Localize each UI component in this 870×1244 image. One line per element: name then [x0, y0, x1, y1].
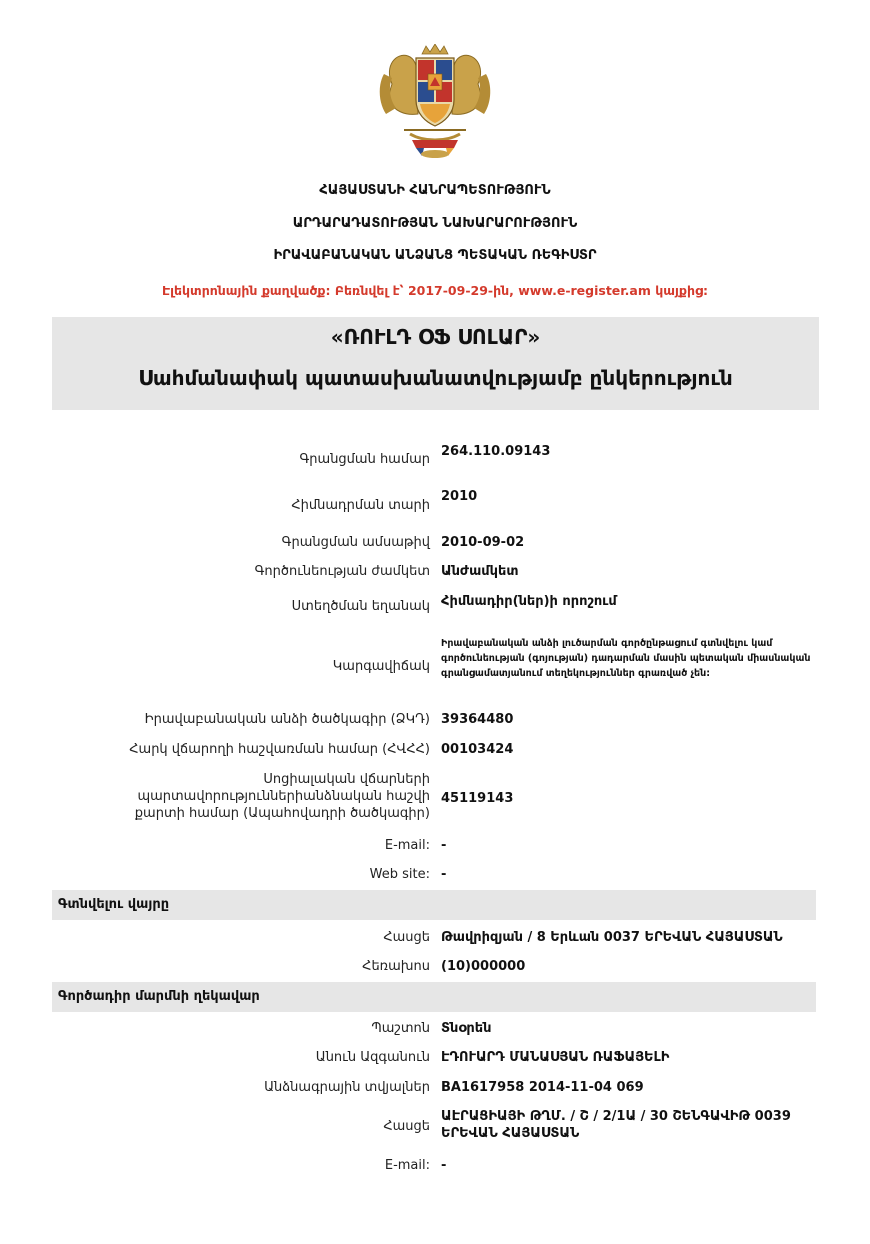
executive-value: ԱԷՐԱՑԻԱՅԻ ԹՂՄ. / Շ / 2/1Ա / 30 ՇԵՆԳԱՎԻԹ 0039 ԵՐԵՎԱՆ ՀԱՅԱՍՏԱՆ	[441, 1109, 791, 1141]
detail-value: Անժամկետ	[441, 564, 519, 579]
executive-label: Անձնագրային տվյալներ	[264, 1080, 430, 1095]
executive-value: Տնօրեն	[441, 1021, 492, 1036]
detail-label: Սոցիալական վճարների պարտավորություններիանձնական հաշվի քարտի համար (Ապահովադրի ծածկագիր)	[134, 772, 430, 821]
detail-label: Գրանցման ամսաթիվ	[281, 535, 430, 550]
detail-value: 00103424	[441, 742, 514, 757]
executive-label: Անուն Ազգանուն	[315, 1050, 430, 1065]
ministry-title: ԱՐԴԱՐԱԴԱՏՈՒԹՅԱՆ ՆԱԽԱՐԱՐՈՒԹՅՈՒՆ	[292, 216, 578, 231]
detail-value: 45119143	[441, 791, 514, 806]
detail-label: Հիմնադրման տարի	[291, 498, 430, 513]
detail-label: Գործունեության ժամկետ	[254, 564, 430, 579]
detail-label: Web site:	[369, 867, 430, 882]
executive-label: Պաշտոն	[371, 1021, 430, 1036]
executive-value: BA1617958 2014-11-04 069	[441, 1080, 644, 1095]
detail-value: 39364480	[441, 712, 514, 727]
detail-label: Հարկ վճարողի հաշվառման համար (ՀՎՀՀ)	[129, 742, 430, 757]
country-title: ՀԱՅԱՍՏԱՆԻ ՀԱՆՐԱՊԵՏՈՒԹՅՈՒՆ	[319, 183, 551, 198]
executive-label: E-mail:	[384, 1158, 430, 1173]
company-type: Սահմանափակ պատասխանատվությամբ ընկերություն	[138, 366, 733, 390]
detail-value: 2010	[441, 489, 478, 504]
executive-section-header: Գործադիր մարմնի ղեկավար	[52, 982, 816, 1012]
detail-label: Գրանցման համար	[299, 452, 430, 467]
register-title: ԻՐԱՎԱԲԱՆԱԿԱՆ ԱՆՁԱՆՑ ՊԵՏԱԿԱՆ ՌԵԳԻՍՏՐ	[273, 248, 597, 263]
status-value: Իրավաբանական անձի լուծարման գործընթացում գտնվելու կամ գործունեության (գոյության) դադարման մասին պետական միասնական գրանցամատյանում տեղեկություններ գրառված չեն:	[441, 638, 811, 679]
detail-value: 2010-09-02	[441, 535, 525, 550]
detail-label: Կարգավիճակ	[332, 659, 430, 674]
company-name: «ՌՈՒԼԴ ՕՖ ՍՈԼԱՐ»	[330, 325, 541, 349]
location-section-header: Գտնվելու վայրը	[52, 890, 816, 920]
coat-of-arms-emblem	[374, 44, 496, 160]
detail-value: 264.110.09143	[441, 444, 551, 459]
location-value: Թավրիզյան / 8 Երևան 0037 ԵՐԵՎԱՆ ՀԱՅԱՍՏԱՆ	[441, 930, 783, 945]
detail-label: Ստեղծման եղանակ	[291, 599, 430, 614]
location-value: (10)000000	[441, 959, 526, 974]
detail-value: -	[441, 867, 447, 882]
executive-label: Հասցե	[383, 1119, 430, 1134]
detail-label: E-mail:	[384, 838, 430, 853]
detail-label: Իրավաբանական անձի ծածկագիր (ՁԿԴ)	[144, 712, 430, 727]
extract-note: Էլեկտրոնային քաղվածք: Բեռնվել է՝ 2017-09-29-ին, www.e-register.am կայքից:	[161, 283, 709, 298]
location-label: Հասցե	[383, 930, 430, 945]
company-banner	[52, 317, 819, 410]
detail-value: Հիմնադիր(ներ)ի որոշում	[441, 594, 617, 609]
executive-value: -	[441, 1158, 447, 1173]
detail-value: -	[441, 838, 447, 853]
location-label: Հեռախոս	[362, 959, 430, 974]
executive-value: ԷԴՈՒԱՐԴ ՄԱՆԱՍՅԱՆ ՌԱՖԱՅԵԼԻ	[441, 1050, 670, 1065]
